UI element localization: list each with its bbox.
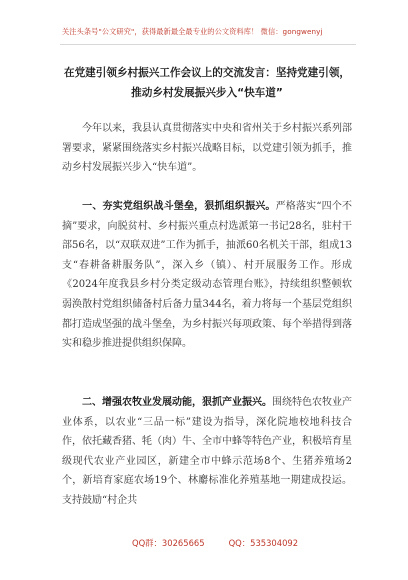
paragraph-text: 围绕特色农牧业产业体系，以农业“三品一标”建设为指导，深化院地校地科技合作，依托藏香猪、牦（肉）牛、全市中蜂等特色产业，积极培育星级现代农业产业园区，新建全市中蜂示范场8个、生猪养殖场2个，新培育家庭农场19个、林麝标准化养殖基地一期建成投运。支持鼓励“村企共 bbox=[62, 397, 352, 506]
paragraph-intro bbox=[62, 119, 352, 178]
paragraph-text: 今年以来，我县认真贯彻落实中央和省州关于乡村振兴系列部署要求，紧紧围绕落实乡村振兴战略目标，以党建引领为抓手，推动乡村发展振兴步入“快车道”。 bbox=[62, 123, 352, 174]
qq-number: QQ：535304092 bbox=[228, 538, 299, 548]
paragraph-industry bbox=[62, 393, 352, 511]
section-heading: 一、夯实党组织战斗堡垒，狠抓组织振兴。 bbox=[82, 201, 276, 212]
document-title: 在党建引领乡村振兴工作会议上的交流发言：坚持党建引领，推动乡村发展振兴步入“快车道” bbox=[63, 67, 351, 99]
header-divider bbox=[60, 44, 356, 45]
paragraph-text: 严格落实“四个不摘”要求，向脱贫村、乡村振兴重点村选派第一书记28名，驻村干部56名，以“双联双进”工作为抓手，抽派60名机关干部，组成13支“春耕备耕服务队”，深入乡（镇）、村开展服务工作。形成《2024年度我县乡村分类定级动态管理台账》，持续组织整顿软弱涣散村党组织储备村后备力量344名，着力将每一个基层党组织都打造成坚强的战斗堡垒，为乡村振兴每项政策、每个举措得到落实和稳步推进提供组织保障。 bbox=[62, 201, 353, 350]
header-banner: 关注头条号"公文研究"，获得最新最全最专业的公文资料库！ 微信：gongwenyj bbox=[62, 27, 323, 36]
qq-group-number: QQ群：30265665 bbox=[132, 538, 205, 548]
paragraph-organization bbox=[62, 197, 352, 354]
footer-contact bbox=[132, 537, 298, 549]
section-heading: 二、增强农牧业发展动能，狠抓产业振兴。 bbox=[82, 397, 272, 408]
